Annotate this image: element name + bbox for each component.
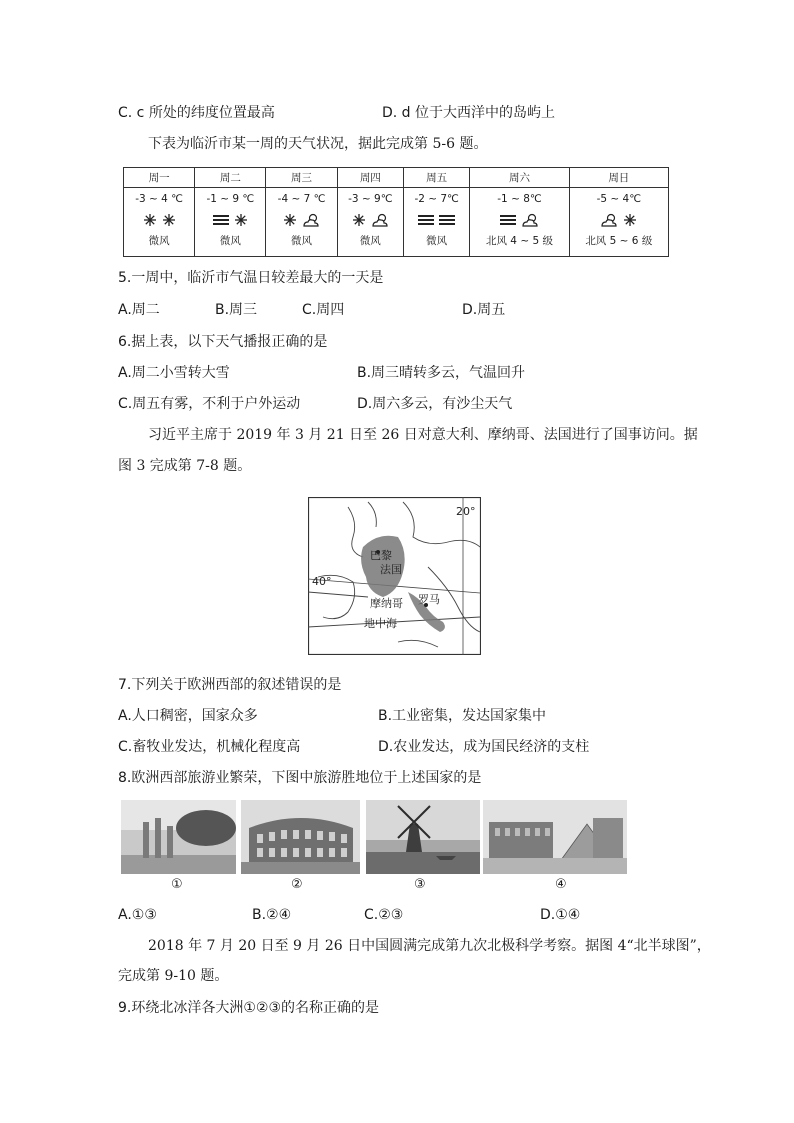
wind-level: 微风 xyxy=(359,235,381,247)
day-header: 周二 xyxy=(195,168,266,188)
weather-cell xyxy=(470,188,569,257)
visit-intro-line1: 习近平主席于 2019 年 3 月 21 日至 26 日对意大利、摩纳哥、法国进行了国事访问。据 xyxy=(148,427,698,443)
snow-icon xyxy=(282,212,298,228)
q8-stem: 8.欧洲西部旅游业繁荣，下图中旅游胜地位于上述国家的是 xyxy=(118,770,482,786)
map-label-monaco: 摩纳哥 xyxy=(370,597,403,610)
weather-body-row xyxy=(124,188,669,257)
weather-icons xyxy=(470,207,568,233)
weather-cell xyxy=(124,188,195,257)
wind-level: 微风 xyxy=(148,235,170,247)
snow-icon xyxy=(233,212,249,228)
q8-option-c: C.②③ xyxy=(364,907,404,923)
temp-range: -1 ~ 8℃ xyxy=(497,193,542,205)
photo-4-louvre xyxy=(483,800,627,874)
day-header: 周一 xyxy=(124,168,195,188)
partly-cloudy-icon xyxy=(520,212,540,228)
partly-cloudy-icon xyxy=(370,212,390,228)
q6-option-d: D.周六多云，有沙尘天气 xyxy=(357,396,513,412)
day-header: 周六 xyxy=(470,168,569,188)
europe-map-svg xyxy=(308,497,481,655)
temp-range: -3 ~ 4 ℃ xyxy=(135,193,183,205)
temp-range: -2 ~ 7℃ xyxy=(414,193,459,205)
q8-option-a: A.①③ xyxy=(118,907,157,923)
q5-option-d: D.周五 xyxy=(462,302,506,318)
photo-2-colosseum xyxy=(241,800,360,874)
wind-level: 微风 xyxy=(291,235,313,247)
arctic-intro-line2: 完成第 9-10 题。 xyxy=(118,968,229,984)
q7-option-c: C.畜牧业发达，机械化程度高 xyxy=(118,739,301,755)
photo-1-ruins xyxy=(121,800,236,874)
q9-stem: 9.环绕北冰洋各大洲①②③的名称正确的是 xyxy=(118,1000,380,1016)
q5-option-c: C.周四 xyxy=(302,302,345,318)
map-label-rome: 罗马 xyxy=(418,593,440,606)
photo-label-2: ② xyxy=(291,877,303,892)
q5-option-a: A.周二 xyxy=(118,302,160,318)
fog-icon xyxy=(438,213,456,227)
weather-icons xyxy=(570,207,668,233)
q6-option-a: A.周二小雪转大雪 xyxy=(118,365,230,381)
temp-range: -3 ~ 9℃ xyxy=(348,193,393,205)
map-label-mediterranean: 地中海 xyxy=(364,617,397,630)
q5-stem: 5.一周中，临沂市气温日较差最大的一天是 xyxy=(118,270,384,286)
wind-level: 微风 xyxy=(426,235,448,247)
temp-range: -1 ~ 9 ℃ xyxy=(206,193,255,205)
q5-option-b: B.周三 xyxy=(215,302,258,318)
day-header: 周三 xyxy=(266,168,337,188)
q6-option-b: B.周三晴转多云，气温回升 xyxy=(357,365,526,381)
landmark-photos xyxy=(121,800,627,893)
weather-cell xyxy=(337,188,403,257)
day-header: 周四 xyxy=(337,168,403,188)
map-label-lon20: 20° xyxy=(456,505,476,518)
weather-cell xyxy=(195,188,266,257)
weather-cell xyxy=(403,188,469,257)
photo-label-1: ① xyxy=(171,877,183,892)
partly-cloudy-icon xyxy=(301,212,321,228)
weather-icons xyxy=(195,207,265,233)
weather-cell xyxy=(569,188,668,257)
day-header: 周日 xyxy=(569,168,668,188)
weather-cell xyxy=(266,188,337,257)
snow-icon xyxy=(161,212,177,228)
weather-header-row xyxy=(124,168,669,188)
day-header: 周五 xyxy=(403,168,469,188)
fog-icon xyxy=(417,213,435,227)
wind-level: 北风 4 ~ 5 级 xyxy=(485,235,553,247)
q8-option-d: D.①④ xyxy=(540,907,581,923)
map-label-lat40: 40° xyxy=(312,575,332,588)
q8-option-b: B.②④ xyxy=(252,907,292,923)
snow-icon xyxy=(622,212,638,228)
photo-3-windmill xyxy=(366,800,480,874)
fog-icon xyxy=(212,213,230,227)
q6-stem: 6.据上表，以下天气播报正确的是 xyxy=(118,334,328,350)
q4-option-d: D. d 位于大西洋中的岛屿上 xyxy=(382,105,556,121)
q6-option-c: C.周五有雾，不利于户外运动 xyxy=(118,396,301,412)
weather-icons xyxy=(404,207,469,233)
wind-level: 微风 xyxy=(219,235,241,247)
q7-stem: 7.下列关于欧洲西部的叙述错误的是 xyxy=(118,677,342,693)
visit-intro-line2: 图 3 完成第 7-8 题。 xyxy=(118,458,252,474)
arctic-intro-line1: 2018 年 7 月 20 日至 9 月 26 日中国圆满完成第九次北极科学考察。据图 4“北半球图”， xyxy=(148,938,711,954)
weather-icons xyxy=(338,207,403,233)
partly-cloudy-icon xyxy=(599,212,619,228)
weather-icons xyxy=(266,207,336,233)
map-label-france: 法国 xyxy=(380,563,402,576)
weather-table xyxy=(123,167,669,257)
q7-option-a: A.人口稠密，国家众多 xyxy=(118,708,258,724)
europe-map xyxy=(308,497,481,655)
temp-range: -5 ~ 4℃ xyxy=(596,193,642,205)
photo-label-3: ③ xyxy=(414,877,426,892)
weather-icons xyxy=(124,207,194,233)
weather-intro: 下表为临沂市某一周的天气状况，据此完成第 5-6 题。 xyxy=(148,136,488,152)
fog-icon xyxy=(499,213,517,227)
map-label-paris: 巴黎 xyxy=(370,549,392,562)
wind-level: 北风 5 ~ 6 级 xyxy=(585,235,653,247)
q7-option-d: D.农业发达，成为国民经济的支柱 xyxy=(378,739,590,755)
q4-option-c: C. c 所处的纬度位置最高 xyxy=(118,105,275,121)
temp-range: -4 ~ 7 ℃ xyxy=(277,193,326,205)
snow-icon xyxy=(351,212,367,228)
snow-icon xyxy=(142,212,158,228)
q7-option-b: B.工业密集，发达国家集中 xyxy=(378,708,547,724)
photo-label-4: ④ xyxy=(555,877,567,892)
